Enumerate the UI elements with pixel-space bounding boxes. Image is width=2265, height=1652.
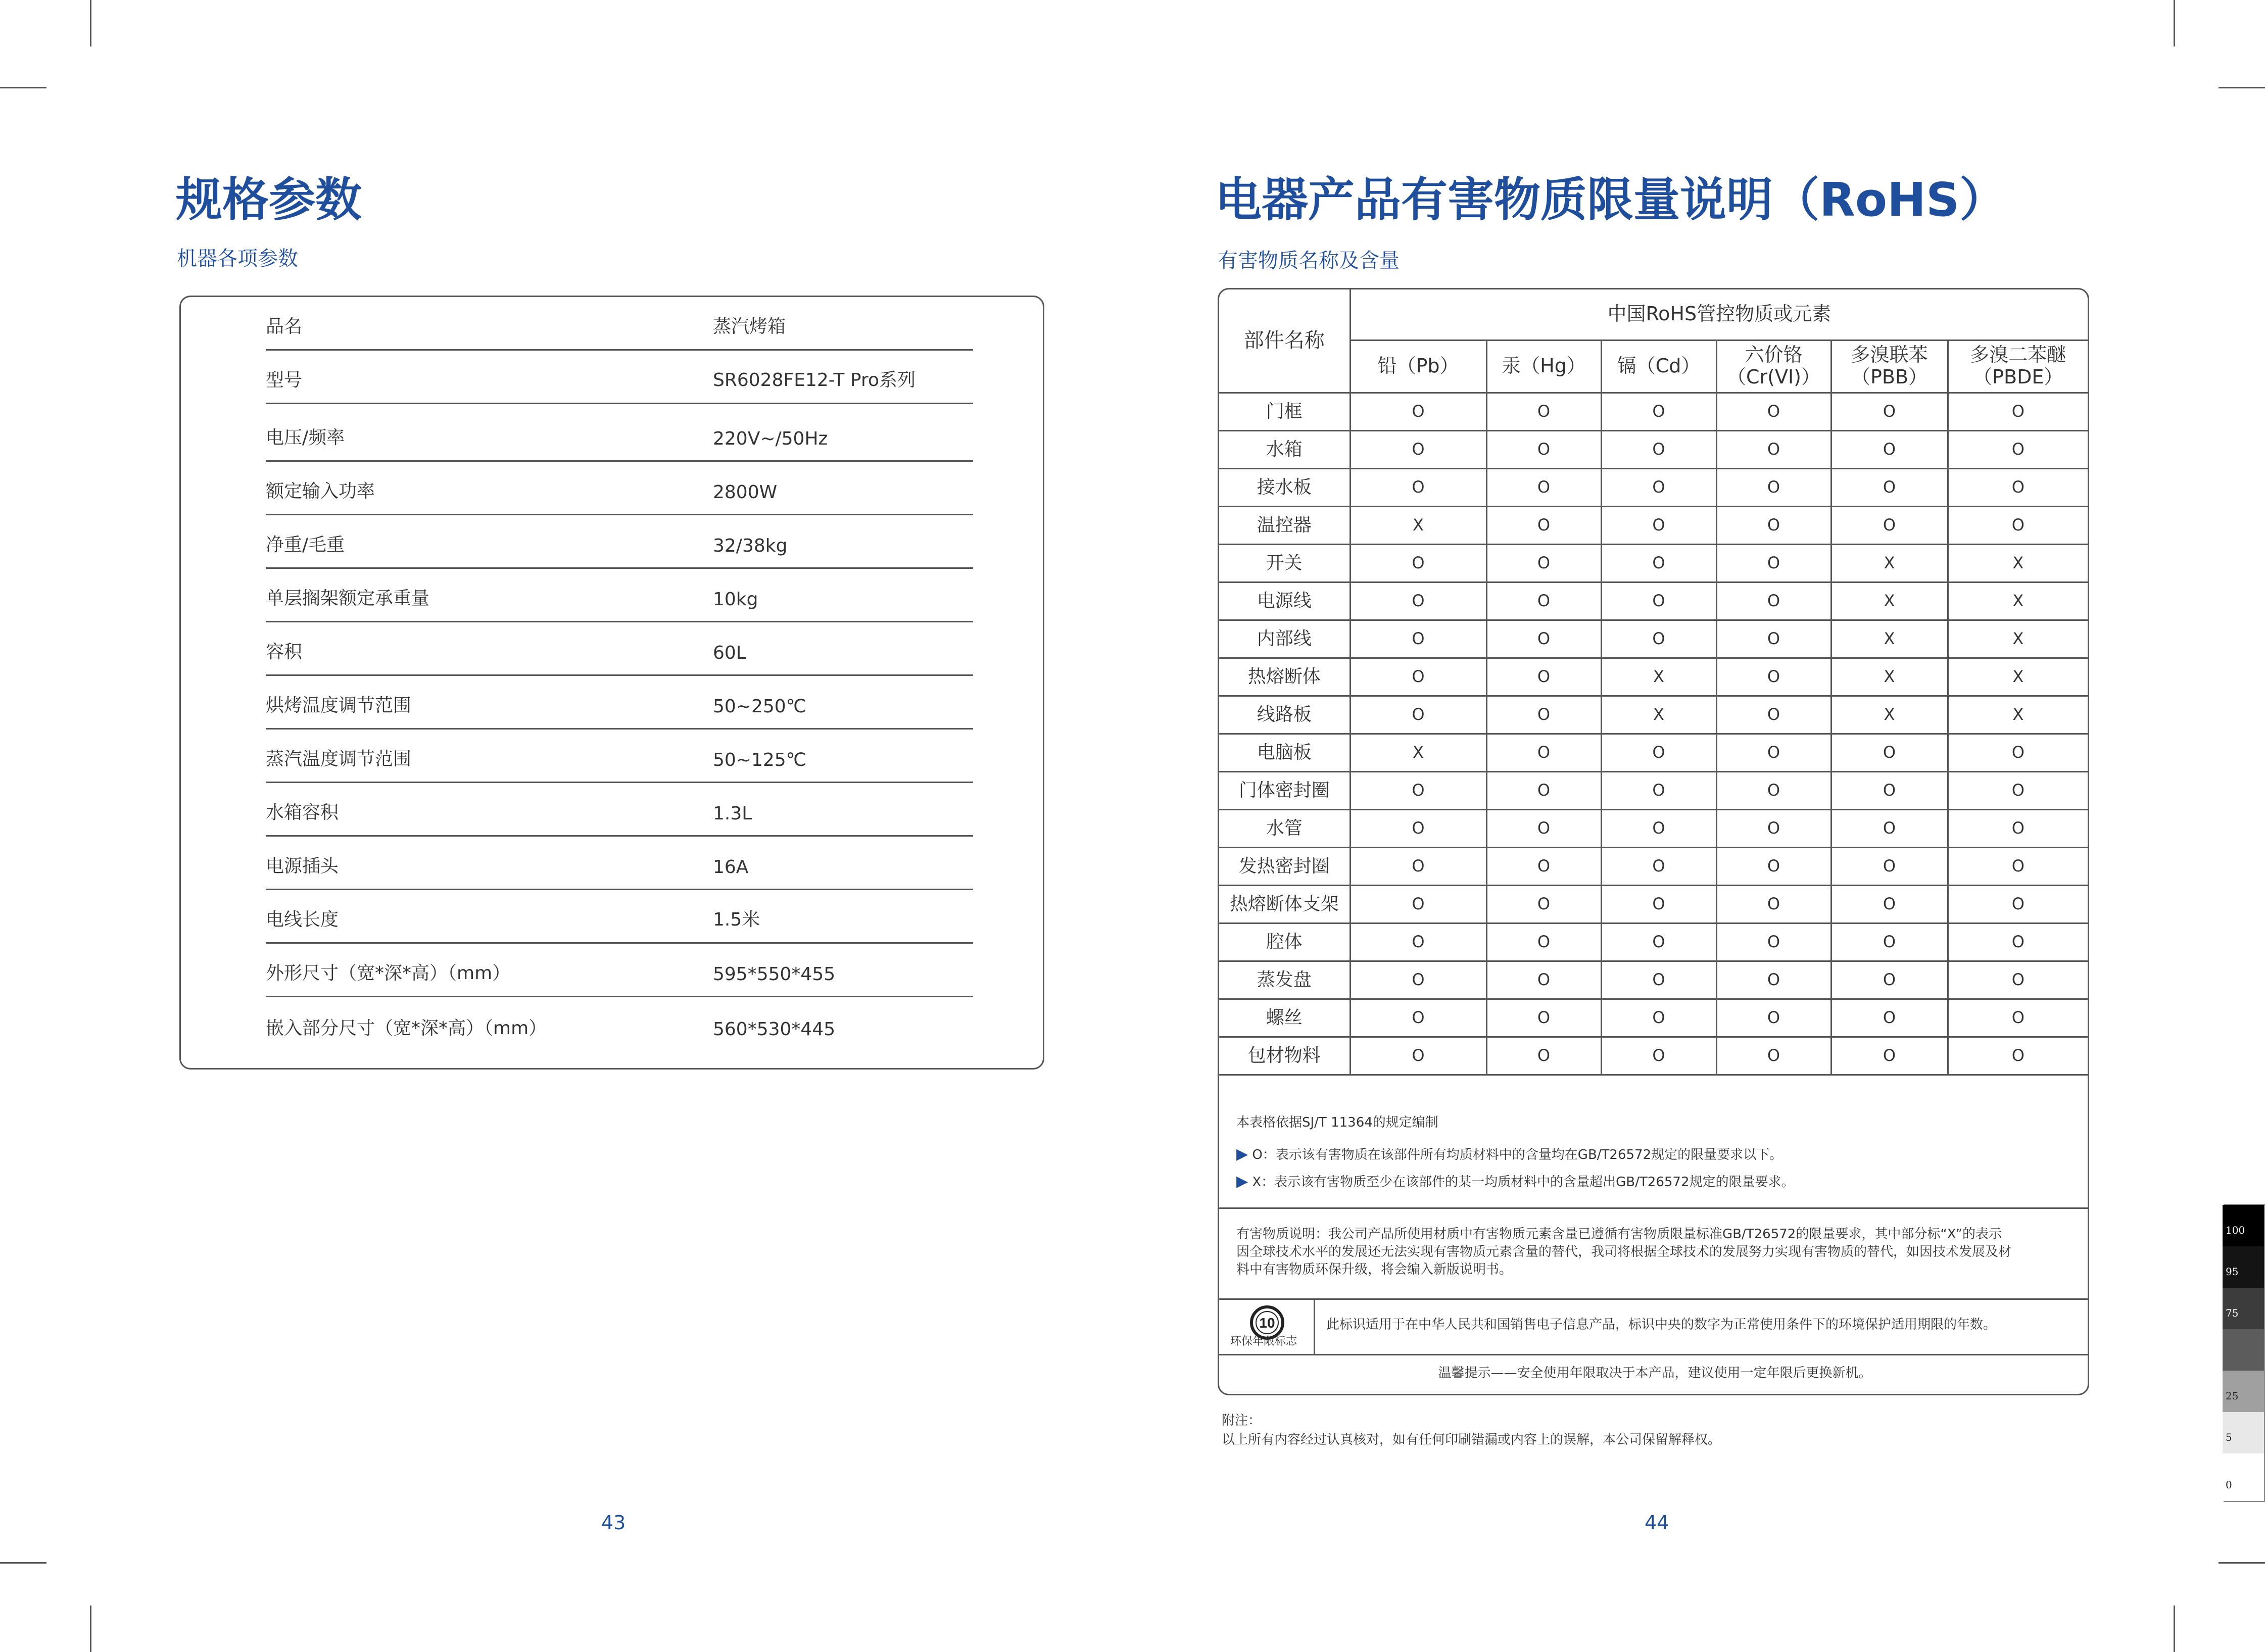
spec-row xyxy=(266,730,973,783)
substance-mark-cell: O xyxy=(1601,393,1716,430)
spec-value: 595*550*455 xyxy=(713,964,836,985)
x-note: ▶ X：表示该有害物质至少在该部件的某一均质材料中的含量超出GB/T26572规定的限量要求。 xyxy=(1236,1173,1795,1190)
triangle-bullet-icon: ▶ xyxy=(1236,1145,1248,1163)
crop-mark xyxy=(90,0,91,46)
substance-mark-cell: O xyxy=(1831,961,1948,999)
substance-mark-cell: O xyxy=(1486,582,1601,620)
substance-mark-cell: O xyxy=(1350,847,1486,885)
substance-mark-cell: O xyxy=(1831,847,1948,885)
table-row xyxy=(1219,847,2088,885)
table-row xyxy=(1219,734,2088,771)
substance-mark-cell: O xyxy=(1948,468,2088,506)
substance-mark-cell: X xyxy=(1350,734,1486,771)
spec-row xyxy=(266,837,973,890)
part-name-cell: 包材物料 xyxy=(1219,1037,1350,1075)
substance-mark-cell: O xyxy=(1831,734,1948,771)
table-row xyxy=(1219,923,2088,961)
substance-mark-cell: O xyxy=(1350,468,1486,506)
eco-logo-description: 此标识适用于在中华人民共和国销售电子信息产品，标识中央的数字为正常使用条件下的环境保护适用期限的年数。 xyxy=(1326,1317,1997,1332)
substance-mark-cell: O xyxy=(1601,506,1716,544)
table-row xyxy=(1219,468,2088,506)
spec-row xyxy=(266,997,973,1051)
divider xyxy=(1219,1298,2089,1300)
spec-row xyxy=(266,515,973,569)
spec-value: 16A xyxy=(713,857,749,878)
substance-mark-cell: O xyxy=(1601,923,1716,961)
spec-row xyxy=(266,462,973,515)
spec-value: 蒸汽烤箱 xyxy=(713,316,786,337)
part-name-header: 部件名称 xyxy=(1219,289,1350,393)
substance-mark-cell: O xyxy=(1716,393,1831,430)
spec-value: 10kg xyxy=(713,589,758,610)
table-row xyxy=(1219,809,2088,847)
substance-mark-cell: O xyxy=(1486,734,1601,771)
substance-mark-cell: O xyxy=(1831,1037,1948,1075)
spec-label: 容积 xyxy=(266,642,303,662)
table-row xyxy=(1219,430,2088,468)
page-number: 43 xyxy=(601,1512,626,1534)
substance-mark-cell: O xyxy=(1948,999,2088,1037)
substance-mark-cell: O xyxy=(1948,506,2088,544)
table-row xyxy=(1219,506,2088,544)
spec-row xyxy=(266,408,973,462)
part-name-cell: 线路板 xyxy=(1219,696,1350,734)
substance-mark-cell: O xyxy=(1831,809,1948,847)
substance-mark-cell: X xyxy=(1831,696,1948,734)
table-row xyxy=(1219,544,2088,582)
substance-mark-cell: O xyxy=(1601,771,1716,809)
substance-mark-cell: X xyxy=(1601,696,1716,734)
color-swatch xyxy=(2223,1329,2264,1371)
substance-mark-cell: O xyxy=(1948,430,2088,468)
substance-mark-cell: X xyxy=(1831,620,1948,658)
spec-row xyxy=(266,944,973,997)
spec-label: 额定输入功率 xyxy=(266,481,375,502)
substance-mark-cell: O xyxy=(1486,923,1601,961)
spec-row xyxy=(266,676,973,730)
substance-mark-cell: O xyxy=(1486,544,1601,582)
color-swatch xyxy=(2223,1412,2264,1453)
substance-mark-cell: O xyxy=(1948,923,2088,961)
part-name-cell: 蒸发盘 xyxy=(1219,961,1350,999)
table-row xyxy=(1219,961,2088,999)
spec-label: 电线长度 xyxy=(266,909,339,930)
substance-mark-cell: O xyxy=(1601,885,1716,923)
table-row xyxy=(1219,999,2088,1037)
part-name-cell: 接水板 xyxy=(1219,468,1350,506)
part-name-cell: 电脑板 xyxy=(1219,734,1350,771)
table-row xyxy=(1219,696,2088,734)
substance-mark-cell: O xyxy=(1831,506,1948,544)
part-name-cell: 水箱 xyxy=(1219,430,1350,468)
substance-mark-cell: O xyxy=(1716,506,1831,544)
divider xyxy=(1314,1298,1315,1354)
substance-column-header: 铅（Pb） xyxy=(1350,340,1486,393)
substance-mark-cell: O xyxy=(1486,506,1601,544)
substance-mark-cell: O xyxy=(1831,393,1948,430)
substance-mark-cell: O xyxy=(1716,1037,1831,1075)
substance-mark-cell: O xyxy=(1486,393,1601,430)
substance-mark-cell: O xyxy=(1486,1037,1601,1075)
o-note: ▶ O：表示该有害物质在该部件所有均质材料中的含量均在GB/T26572规定的限量要求以下。 xyxy=(1236,1145,1783,1163)
swatch-label: 5 xyxy=(2226,1431,2232,1443)
color-swatch xyxy=(2223,1453,2264,1501)
substance-mark-cell: O xyxy=(1350,430,1486,468)
crop-mark xyxy=(90,1606,91,1652)
divider xyxy=(1219,1207,2089,1209)
substance-mark-cell: O xyxy=(1486,961,1601,999)
substance-mark-cell: O xyxy=(1948,734,2088,771)
table-basis-note: 本表格依据SJ/T 11364的规定编制 xyxy=(1236,1115,1438,1130)
spec-value: 1.5米 xyxy=(713,909,760,930)
spec-row xyxy=(266,569,973,622)
table-row xyxy=(1219,885,2088,923)
crop-mark xyxy=(2219,1562,2265,1564)
divider xyxy=(1219,1354,2089,1355)
rohs-table xyxy=(1219,289,2088,1076)
substance-mark-cell: O xyxy=(1350,999,1486,1037)
substance-mark-cell: O xyxy=(1716,771,1831,809)
substance-mark-cell: O xyxy=(1948,809,2088,847)
substance-column-header: 镉（Cd） xyxy=(1601,340,1716,393)
substance-mark-cell: O xyxy=(1831,885,1948,923)
substance-mark-cell: O xyxy=(1716,620,1831,658)
substance-mark-cell: O xyxy=(1486,430,1601,468)
svg-text:10: 10 xyxy=(1259,1315,1275,1331)
crop-mark xyxy=(2174,1606,2175,1652)
substance-mark-cell: O xyxy=(1486,885,1601,923)
substance-mark-cell: O xyxy=(1350,393,1486,430)
substance-mark-cell: O xyxy=(1716,696,1831,734)
swatch-label: 25 xyxy=(2226,1390,2239,1402)
substance-mark-cell: O xyxy=(1486,999,1601,1037)
spec-value: 220V~/50Hz xyxy=(713,428,828,449)
spec-label: 烘烤温度调节范围 xyxy=(266,695,412,716)
spec-label: 外形尺寸（宽*深*高）（mm） xyxy=(266,963,511,984)
substance-group-header: 中国RoHS管控物质或元素 xyxy=(1350,289,2088,340)
substance-mark-cell: O xyxy=(1716,544,1831,582)
substance-mark-cell: O xyxy=(1350,771,1486,809)
substance-column-header: 汞（Hg） xyxy=(1486,340,1601,393)
spec-label: 电压/频率 xyxy=(266,427,345,448)
substance-mark-cell: O xyxy=(1716,847,1831,885)
footnote-title: 附注： xyxy=(1222,1413,1262,1428)
footnote-text: 以上所有内容经过认真核对，如有任何印刷错漏或内容上的误解，本公司保留解释权。 xyxy=(1222,1432,1721,1447)
part-name-cell: 螺丝 xyxy=(1219,999,1350,1037)
safety-reminder: 温馨提示——安全使用年限取决于本产品，建议使用一定年限后更换新机。 xyxy=(1438,1366,1872,1381)
part-name-cell: 门框 xyxy=(1219,393,1350,430)
substance-mark-cell: O xyxy=(1350,620,1486,658)
substance-mark-cell: O xyxy=(1601,544,1716,582)
eco-logo-caption: 环保年限标志 xyxy=(1230,1335,1297,1348)
substance-mark-cell: O xyxy=(1486,658,1601,696)
substance-mark-cell: O xyxy=(1601,582,1716,620)
substance-mark-cell: O xyxy=(1486,620,1601,658)
crop-mark xyxy=(0,1562,46,1564)
table-row xyxy=(1219,1037,2088,1075)
spec-label: 单层搁架额定承重量 xyxy=(266,588,430,609)
part-name-cell: 电源线 xyxy=(1219,582,1350,620)
substance-mark-cell: O xyxy=(1350,582,1486,620)
spec-row xyxy=(266,622,973,676)
spec-table xyxy=(179,296,1044,1070)
substance-mark-cell: O xyxy=(1486,696,1601,734)
spec-label: 品名 xyxy=(266,316,303,337)
substance-mark-cell: O xyxy=(1716,999,1831,1037)
substance-mark-cell: O xyxy=(1486,468,1601,506)
substance-mark-cell: O xyxy=(1350,885,1486,923)
substance-mark-cell: O xyxy=(1601,961,1716,999)
substance-column-header: 多溴二苯醚 （PBDE） xyxy=(1948,340,2088,393)
page-number: 44 xyxy=(1645,1512,1669,1534)
substance-mark-cell: X xyxy=(1948,544,2088,582)
swatch-label: 100 xyxy=(2226,1224,2245,1236)
substance-mark-cell: X xyxy=(1831,582,1948,620)
substance-mark-cell: O xyxy=(1486,809,1601,847)
substance-mark-cell: X xyxy=(1948,658,2088,696)
spec-value: 60L xyxy=(713,643,746,663)
substance-mark-cell: O xyxy=(1350,544,1486,582)
substance-mark-cell: O xyxy=(1716,430,1831,468)
color-swatch xyxy=(2223,1371,2264,1412)
part-name-cell: 水管 xyxy=(1219,809,1350,847)
substance-mark-cell: O xyxy=(1948,961,2088,999)
substance-mark-cell: O xyxy=(1716,658,1831,696)
substance-mark-cell: O xyxy=(1601,430,1716,468)
substance-mark-cell: O xyxy=(1486,847,1601,885)
page-title: 规格参数 xyxy=(176,173,362,227)
section-subtitle: 有害物质名称及含量 xyxy=(1218,249,1400,272)
substance-mark-cell: O xyxy=(1948,1037,2088,1075)
color-swatch xyxy=(2223,1246,2264,1288)
spec-label: 水箱容积 xyxy=(266,802,339,823)
substance-mark-cell: O xyxy=(1716,582,1831,620)
spec-value: 50~125℃ xyxy=(713,750,807,770)
table-row xyxy=(1219,393,2088,430)
color-swatch xyxy=(2223,1288,2264,1329)
harmful-substance-explanation: 有害物质说明：我公司产品所使用材质中有害物质元素含量已遵循有害物质限量标准GB/T26572的限量要求，其中部分标“X”的表示 因全球技术水平的发展还无法实现有害物质元素含量的替代，我司将根据全球技术的发展努力实现有害物质的替代，如因技术发展及材 料中有害物质环保升级，将会编入新版说明书。 xyxy=(1236,1227,2012,1278)
substance-mark-cell: O xyxy=(1831,430,1948,468)
part-name-cell: 门体密封圈 xyxy=(1219,771,1350,809)
substance-mark-cell: O xyxy=(1350,961,1486,999)
table-row xyxy=(1219,582,2088,620)
spec-value: 2800W xyxy=(713,482,778,503)
substance-mark-cell: O xyxy=(1716,809,1831,847)
substance-mark-cell: O xyxy=(1601,468,1716,506)
spec-value: 32/38kg xyxy=(713,536,788,556)
substance-mark-cell: O xyxy=(1948,771,2088,809)
substance-mark-cell: O xyxy=(1948,847,2088,885)
substance-mark-cell: O xyxy=(1716,961,1831,999)
section-subtitle: 机器各项参数 xyxy=(177,247,298,270)
substance-mark-cell: O xyxy=(1831,999,1948,1037)
substance-mark-cell: O xyxy=(1831,771,1948,809)
substance-mark-cell: O xyxy=(1601,1037,1716,1075)
spec-value: 1.3L xyxy=(713,803,752,824)
spec-label: 净重/毛重 xyxy=(266,535,345,555)
substance-mark-cell: X xyxy=(1350,506,1486,544)
substance-mark-cell: O xyxy=(1601,999,1716,1037)
substance-mark-cell: X xyxy=(1831,658,1948,696)
page-title: 电器产品有害物质限量说明（RoHS） xyxy=(1215,173,2006,227)
substance-mark-cell: O xyxy=(1350,696,1486,734)
substance-mark-cell: O xyxy=(1716,468,1831,506)
substance-mark-cell: X xyxy=(1948,582,2088,620)
table-row xyxy=(1219,658,2088,696)
swatch-label: 0 xyxy=(2226,1479,2232,1491)
substance-mark-cell: O xyxy=(1350,809,1486,847)
substance-mark-cell: O xyxy=(1486,771,1601,809)
spec-value: 50~250℃ xyxy=(713,696,807,717)
substance-mark-cell: O xyxy=(1601,734,1716,771)
spec-value: 560*530*445 xyxy=(713,1019,836,1040)
substance-column-header: 多溴联苯 （PBB） xyxy=(1831,340,1948,393)
part-name-cell: 内部线 xyxy=(1219,620,1350,658)
substance-mark-cell: O xyxy=(1350,923,1486,961)
substance-mark-cell: O xyxy=(1601,809,1716,847)
part-name-cell: 温控器 xyxy=(1219,506,1350,544)
spec-label: 电源插头 xyxy=(266,856,339,877)
rohs-box xyxy=(1218,288,2089,1395)
part-name-cell: 发热密封圈 xyxy=(1219,847,1350,885)
part-name-cell: 开关 xyxy=(1219,544,1350,582)
substance-mark-cell: O xyxy=(1948,393,2088,430)
table-row xyxy=(1219,620,2088,658)
substance-mark-cell: O xyxy=(1601,620,1716,658)
substance-mark-cell: X xyxy=(1948,620,2088,658)
crop-mark xyxy=(2174,0,2175,46)
spec-row xyxy=(266,297,973,351)
substance-mark-cell: X xyxy=(1601,658,1716,696)
color-calibration-bar xyxy=(2224,1204,2265,1502)
substance-mark-cell: O xyxy=(1716,885,1831,923)
spec-label: 蒸汽温度调节范围 xyxy=(266,749,412,769)
part-name-cell: 腔体 xyxy=(1219,923,1350,961)
spec-row xyxy=(266,890,973,944)
color-swatch xyxy=(2223,1205,2264,1246)
part-name-cell: 热熔断体支架 xyxy=(1219,885,1350,923)
part-name-cell: 热熔断体 xyxy=(1219,658,1350,696)
table-row xyxy=(1219,771,2088,809)
spec-value: SR6028FE12-T Pro系列 xyxy=(713,370,915,391)
substance-mark-cell: X xyxy=(1948,696,2088,734)
spec-row xyxy=(266,783,973,837)
substance-mark-cell: O xyxy=(1716,734,1831,771)
triangle-bullet-icon: ▶ xyxy=(1236,1173,1248,1190)
substance-column-header: 六价铬 （Cr(VI)） xyxy=(1716,340,1831,393)
substance-mark-cell: O xyxy=(1601,847,1716,885)
swatch-label: 75 xyxy=(2226,1307,2239,1319)
crop-mark xyxy=(2219,87,2265,88)
substance-mark-cell: O xyxy=(1831,923,1948,961)
spec-label: 嵌入部分尺寸（宽*深*高）（mm） xyxy=(266,1018,547,1039)
substance-mark-cell: O xyxy=(1716,923,1831,961)
substance-mark-cell: X xyxy=(1831,544,1948,582)
substance-mark-cell: O xyxy=(1350,658,1486,696)
crop-mark xyxy=(0,87,46,88)
substance-mark-cell: O xyxy=(1831,468,1948,506)
substance-mark-cell: O xyxy=(1948,885,2088,923)
spec-label: 型号 xyxy=(266,370,303,391)
substance-mark-cell: O xyxy=(1350,1037,1486,1075)
spec-row xyxy=(266,351,973,404)
swatch-label: 95 xyxy=(2226,1266,2239,1278)
